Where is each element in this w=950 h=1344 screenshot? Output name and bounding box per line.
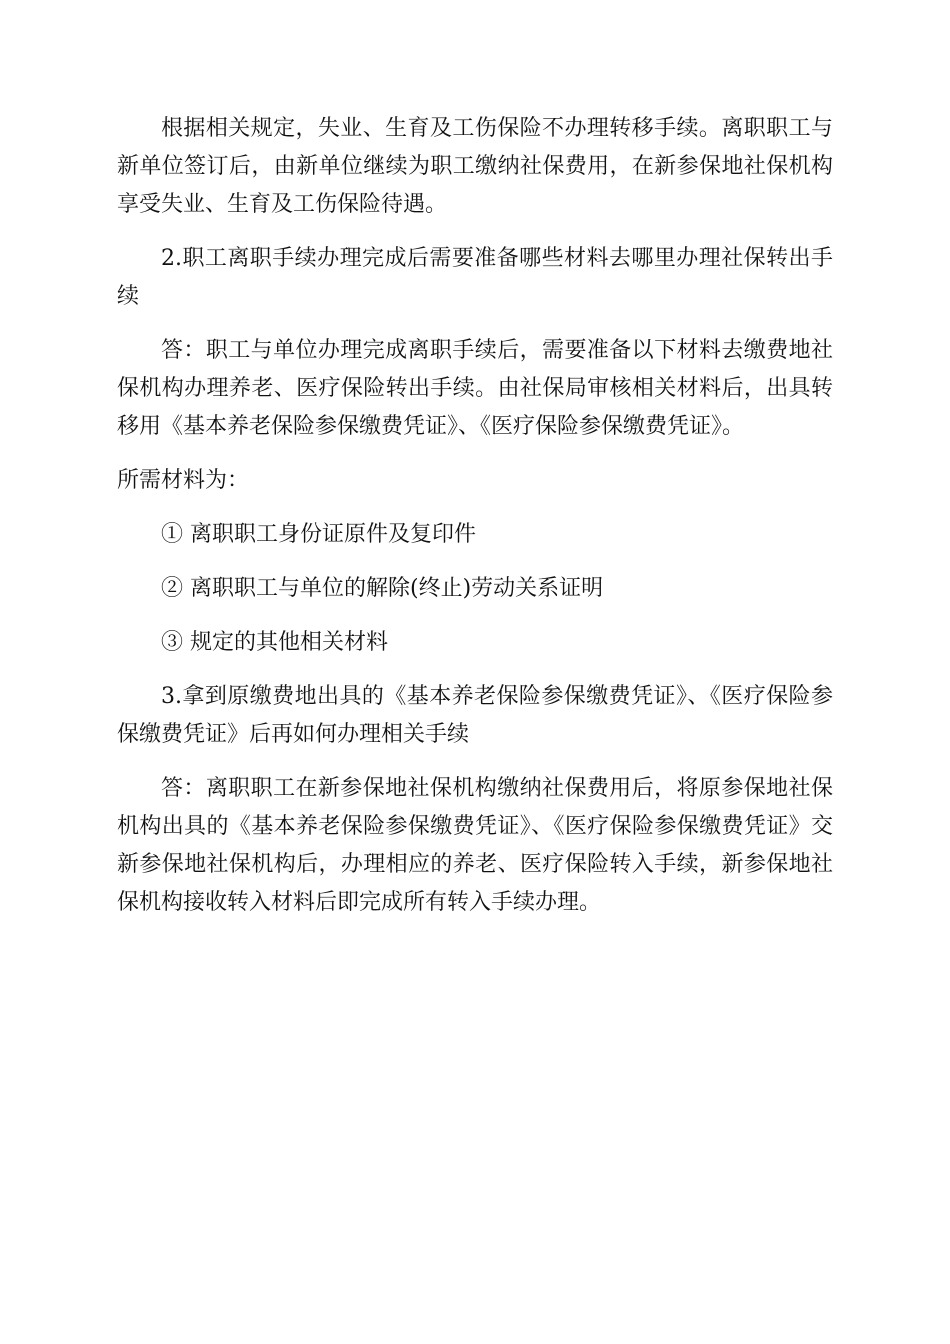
list-item: ① 离职职工身份证原件及复印件 xyxy=(161,522,476,547)
paragraph-insurance-rules: 根据相关规定，失业、生育及工伤保险不办理转移手续。离职职工与新单位签订后，由新单位继续为职工缴纳社保费用，在新参保地社保机构享受失业、生育及工伤保险待遇。 xyxy=(117,116,833,217)
list-item: ③ 规定的其他相关材料 xyxy=(161,630,388,655)
question-2: 2.职工离职手续办理完成后需要准备哪些材料去哪里办理社保转出手续 xyxy=(117,246,833,309)
document-body xyxy=(117,110,833,938)
materials-heading: 所需材料为： xyxy=(117,468,250,493)
answer-3: 答：离职职工在新参保地社保机构缴纳社保费用后，将原参保地社保机构出具的《基本养老保险参保缴费凭证》、《医疗保险参保缴费凭证》交新参保地社保机构后，办理相应的养老、医疗保险转入手续，新参保地社保机构接收转入材料后即完成所有转入手续办理。 xyxy=(117,776,833,915)
question-3: 3.拿到原缴费地出具的《基本养老保险参保缴费凭证》、《医疗保险参保缴费凭证》后再如何办理相关手续 xyxy=(117,684,833,747)
list-item: ② 离职职工与单位的解除(终止)劳动关系证明 xyxy=(161,576,604,601)
answer-2: 答：职工与单位办理完成离职手续后，需要准备以下材料去缴费地社保机构办理养老、医疗保险转出手续。由社保局审核相关材料后，出具转移用《基本养老保险参保缴费凭证》、《医疗保险参保缴费凭证》。 xyxy=(117,338,833,439)
